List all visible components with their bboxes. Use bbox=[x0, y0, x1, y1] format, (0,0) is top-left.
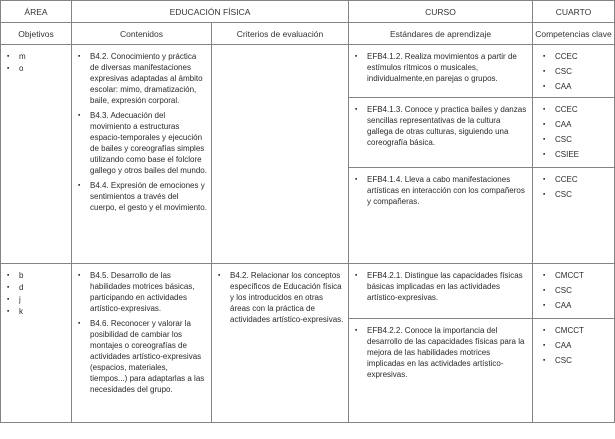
subheader-estandares-label: Estándares de aprendizaje bbox=[389, 28, 492, 39]
contenido-item bbox=[78, 270, 207, 314]
competencias-cell bbox=[533, 168, 614, 263]
bullet-icon bbox=[543, 104, 555, 115]
estandar-item bbox=[355, 174, 528, 207]
objetivo-item bbox=[7, 294, 67, 305]
table-row bbox=[1, 45, 614, 264]
bullet-icon bbox=[543, 51, 555, 62]
estandar-cell bbox=[349, 168, 533, 263]
header-curso bbox=[349, 1, 533, 22]
subheader-row bbox=[1, 23, 614, 45]
competencia-item bbox=[543, 340, 610, 351]
estandar-item bbox=[355, 325, 528, 380]
subheader-competencias-label: Competencias clave bbox=[535, 28, 612, 39]
estandar-sub-row bbox=[349, 319, 614, 422]
criterios-cell bbox=[212, 264, 349, 422]
estandar-sub-row bbox=[349, 168, 614, 263]
subheader-criterios-label: Criterios de evaluación bbox=[236, 28, 324, 39]
subheader-competencias bbox=[533, 23, 614, 44]
contenido-text: B4.6. Reconocer y valorar la posibilidad de cambiar los montajes o coreografías de actividades artístico-expresivas (espacios, materiales, tiempos...) para adaptarlas a las necesidades del grupo. bbox=[90, 319, 205, 394]
contenido-text: B4.2. Conocimiento y práctica de diversas manifestaciones expresivas adaptadas al ámbito escolar: mimo, dramatización, baile, expresión corporal. bbox=[90, 52, 203, 105]
bullet-icon bbox=[543, 174, 555, 185]
header-area bbox=[1, 1, 72, 22]
bullet-icon bbox=[7, 282, 19, 293]
contenido-text: B4.3. Adecuación del movimiento a estructuras espacio-temporales y ejecución de bailes y coreografías simples utilizando como base el folclore gallego y otros bailes del mundo. bbox=[90, 111, 207, 175]
competencia-label: CMCCT bbox=[555, 326, 584, 335]
bullet-icon bbox=[355, 270, 367, 303]
competencia-label: CCEC bbox=[555, 175, 578, 184]
competencia-item bbox=[543, 104, 610, 115]
contenido-item bbox=[78, 180, 207, 213]
competencia-label: CMCCT bbox=[555, 271, 584, 280]
objetivo-label: d bbox=[19, 283, 24, 292]
bullet-icon bbox=[7, 294, 19, 305]
estandares-competencias-stack bbox=[349, 264, 614, 422]
estandar-sub-row bbox=[349, 98, 614, 168]
contenido-text: B4.5. Desarrollo de las habilidades motrices básicas, participando en actividades artístico-expresivas. bbox=[90, 271, 195, 313]
bullet-icon bbox=[7, 51, 19, 62]
objetivo-label: m bbox=[19, 52, 26, 61]
competencias-cell bbox=[533, 98, 614, 167]
estandar-item bbox=[355, 51, 528, 84]
objetivos-cell bbox=[1, 45, 72, 263]
objetivo-item bbox=[7, 51, 67, 62]
contenido-item bbox=[78, 110, 207, 176]
objetivo-item bbox=[7, 282, 67, 293]
contenidos-cell bbox=[72, 45, 212, 263]
estandar-cell bbox=[349, 98, 533, 167]
competencia-label: CSC bbox=[555, 286, 572, 295]
header-cuarto-label: CUARTO bbox=[555, 6, 592, 17]
criterio-item bbox=[218, 270, 344, 325]
header-row bbox=[1, 1, 614, 23]
header-cuarto bbox=[533, 1, 614, 22]
competencias-cell bbox=[533, 45, 614, 97]
competencia-item bbox=[543, 119, 610, 130]
table-row bbox=[1, 264, 614, 422]
criterio-text: B4.2. Relacionar los conceptos específicos de Educación física y los introducidos en otras áreas con la práctica de actividades artístico-expresivas. bbox=[230, 271, 344, 324]
competencia-item bbox=[543, 189, 610, 200]
competencia-label: CSC bbox=[555, 67, 572, 76]
bullet-icon bbox=[543, 285, 555, 296]
objetivo-label: o bbox=[19, 64, 24, 73]
contenido-item bbox=[78, 318, 207, 395]
bullet-icon bbox=[78, 318, 90, 395]
bullet-icon bbox=[78, 51, 90, 106]
competencia-item bbox=[543, 300, 610, 311]
competencia-label: CAA bbox=[555, 341, 572, 350]
objetivo-label: j bbox=[19, 295, 21, 304]
competencia-item bbox=[543, 285, 610, 296]
competencia-label: CSC bbox=[555, 190, 572, 199]
bullet-icon bbox=[7, 306, 19, 317]
competencia-item bbox=[543, 81, 610, 92]
bullet-icon bbox=[355, 51, 367, 84]
objetivo-item bbox=[7, 270, 67, 281]
bullet-icon bbox=[543, 66, 555, 77]
subheader-objetivos-label: Objetivos bbox=[18, 28, 54, 39]
header-educacion-fisica bbox=[72, 1, 349, 22]
competencia-label: CAA bbox=[555, 120, 572, 129]
bullet-icon bbox=[543, 325, 555, 336]
bullet-icon bbox=[543, 300, 555, 311]
competencia-item bbox=[543, 66, 610, 77]
bullet-icon bbox=[543, 355, 555, 366]
header-educacion-fisica-label: EDUCACIÓN FÍSICA bbox=[169, 6, 251, 17]
estandar-text: EFB4.2.1. Distingue las capacidades físicas básicas implicadas en las actividades artístico-expresivas. bbox=[367, 271, 523, 302]
competencia-label: CCEC bbox=[555, 52, 578, 61]
bullet-icon bbox=[355, 325, 367, 380]
objetivo-item bbox=[7, 63, 67, 74]
estandar-cell bbox=[349, 264, 533, 318]
subheader-contenidos-label: Contenidos bbox=[119, 28, 163, 39]
contenidos-cell bbox=[72, 264, 212, 422]
estandar-item bbox=[355, 104, 528, 148]
competencia-item bbox=[543, 51, 610, 62]
competencia-item bbox=[543, 134, 610, 145]
objetivo-label: b bbox=[19, 271, 24, 280]
bullet-icon bbox=[355, 174, 367, 207]
objetivo-item bbox=[7, 306, 67, 317]
competencias-cell bbox=[533, 319, 614, 422]
estandar-cell bbox=[349, 45, 533, 97]
header-curso-label: CURSO bbox=[425, 6, 456, 17]
bullet-icon bbox=[543, 149, 555, 160]
bullet-icon bbox=[7, 270, 19, 281]
bullet-icon bbox=[543, 119, 555, 130]
estandares-competencias-stack bbox=[349, 45, 614, 263]
competencia-label: CAA bbox=[555, 301, 572, 310]
bullet-icon bbox=[78, 270, 90, 314]
subheader-estandares bbox=[349, 23, 533, 44]
competencia-label: CSC bbox=[555, 356, 572, 365]
competencia-label: CCEC bbox=[555, 105, 578, 114]
competencias-cell bbox=[533, 264, 614, 318]
objetivos-cell bbox=[1, 264, 72, 422]
bullet-icon bbox=[78, 180, 90, 213]
estandar-sub-row bbox=[349, 45, 614, 98]
competencia-label: CSIEE bbox=[555, 150, 580, 159]
estandar-sub-row bbox=[349, 264, 614, 319]
estandar-cell bbox=[349, 319, 533, 422]
subheader-criterios bbox=[212, 23, 349, 44]
competencia-item bbox=[543, 149, 610, 160]
competencia-label: CSC bbox=[555, 135, 572, 144]
contenido-item bbox=[78, 51, 207, 106]
subheader-objetivos bbox=[1, 23, 72, 44]
estandar-text: EFB4.1.3. Conoce y practica bailes y danzas sencillas representativas de la cultura gallega de otras culturas, siguiendo una coreografía básica. bbox=[367, 105, 527, 147]
competencia-item bbox=[543, 355, 610, 366]
estandar-item bbox=[355, 270, 528, 303]
bullet-icon bbox=[7, 63, 19, 74]
bullet-icon bbox=[543, 189, 555, 200]
contenido-text: B4.4. Expresión de emociones y sentimientos a través del cuerpo, el gesto y el movimiento. bbox=[90, 181, 207, 212]
subheader-contenidos bbox=[72, 23, 212, 44]
header-area-label: ÁREA bbox=[24, 6, 48, 17]
competencia-item bbox=[543, 174, 610, 185]
objetivo-label: k bbox=[19, 307, 23, 316]
competencia-label: CAA bbox=[555, 82, 572, 91]
bullet-icon bbox=[218, 270, 230, 325]
bullet-icon bbox=[355, 104, 367, 148]
bullet-icon bbox=[543, 134, 555, 145]
bullet-icon bbox=[543, 81, 555, 92]
estandar-text: EFB4.2.2. Conoce la importancia del desarrollo de las capacidades físicas para la mejora de las habilidades motrices implicadas en las actividades artístico-expresivas. bbox=[367, 326, 525, 379]
estandar-text: EFB4.1.4. Lleva a cabo manifestaciones artísticas en interacción con los compañeros y compañeras. bbox=[367, 175, 525, 206]
estandar-text: EFB4.1.2. Realiza movimientos a partir de estímulos rítmicos o musicales, individualmente,en parejas o grupos. bbox=[367, 52, 517, 83]
bullet-icon bbox=[78, 110, 90, 176]
competencia-item bbox=[543, 270, 610, 281]
bullet-icon bbox=[543, 340, 555, 351]
bullet-icon bbox=[543, 270, 555, 281]
competencia-item bbox=[543, 325, 610, 336]
criterios-cell bbox=[212, 45, 349, 263]
